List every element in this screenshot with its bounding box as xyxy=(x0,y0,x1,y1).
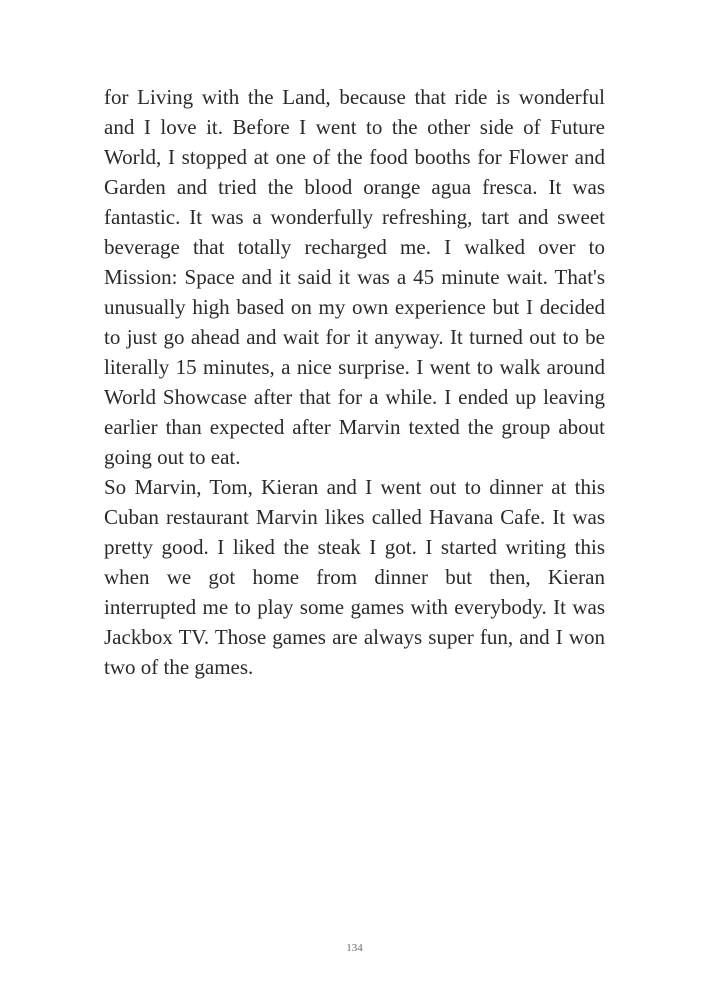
paragraph-2: So Marvin, Tom, Kieran and I went out to dinner at this Cuban restaurant Marvin likes called Havana Cafe. It was pretty good. I liked the steak I got. I started writing this when we got home from dinner but then, Kieran interrupted me to play some games with everybody. It was Jackbox TV. Those games are always super fun, and I won two of the games. xyxy=(104,475,605,679)
body-text xyxy=(104,82,605,682)
paragraph-1: for Living with the Land, because that ride is wonderful and I love it. Before I went to the other side of Future World, I stopped at one of the food booths for Flower and Garden and tried the blood orange agua fresca. It was fantastic. It was a wonderfully refreshing, tart and sweet beverage that totally recharged me. I walked over to Mission: Space and it said it was a 45 minute wait. That's unusually high based on my own experience but I decided to just go ahead and wait for it anyway. It turned out to be literally 15 minutes, a nice surprise. I went to walk around World Showcase after that for a while. I ended up leaving earlier than expected after Marvin texted the group about going out to eat. xyxy=(104,85,605,469)
page-number: 134 xyxy=(346,942,363,954)
